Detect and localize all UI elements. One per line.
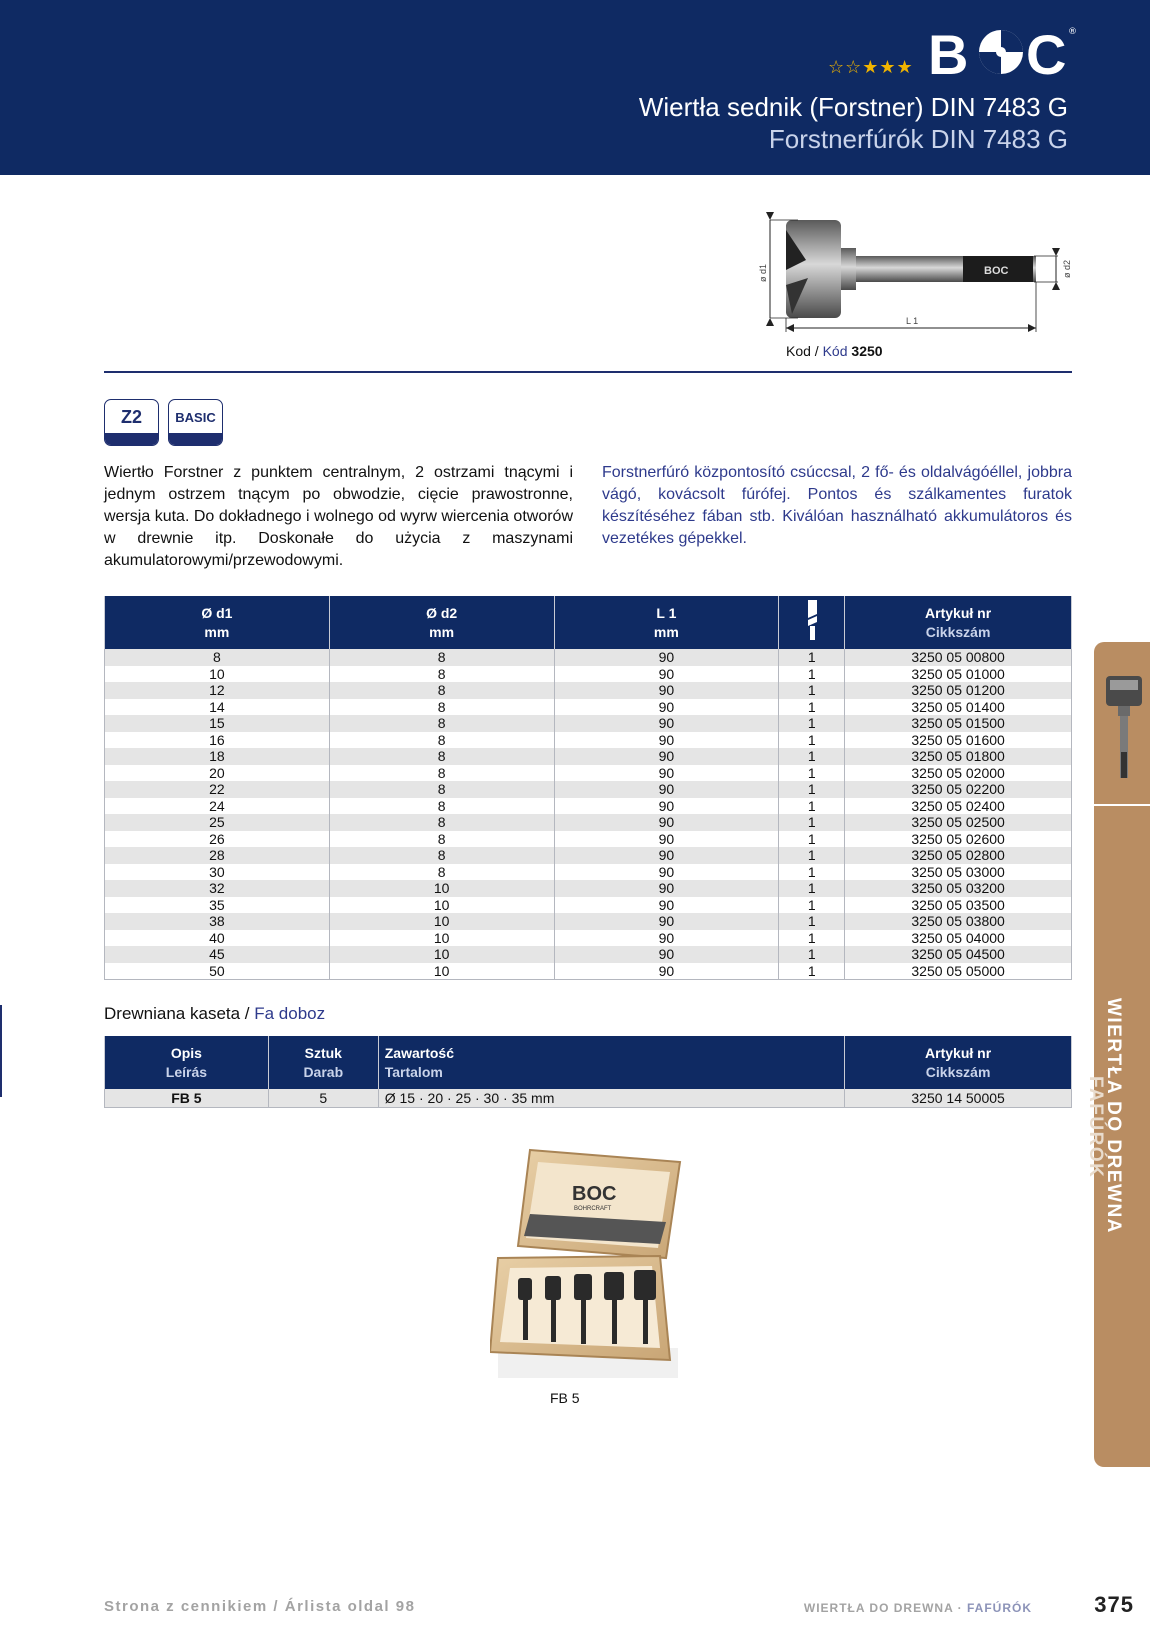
- cell-d2: 10: [329, 946, 554, 963]
- footer-left-pl: Strona z cennikiem: [104, 1598, 268, 1615]
- box-table-header-row: [105, 1036, 1072, 1089]
- code-caption-number: 3250: [851, 343, 883, 359]
- photo-logo-sub: BOHRCRAFT: [574, 1206, 612, 1212]
- table-row: [105, 897, 1072, 914]
- header-quantity: [779, 596, 845, 649]
- cell-d1: 25: [105, 814, 330, 831]
- header-opis: Opis Leírás: [105, 1036, 269, 1089]
- cell-d2: 8: [329, 666, 554, 683]
- cell-quantity: 1: [779, 880, 845, 897]
- table-header-row: [105, 596, 1072, 649]
- wooden-box-photo: [490, 1148, 690, 1388]
- header-l1: L 1 mm: [554, 596, 779, 649]
- cell-d1: 38: [105, 913, 330, 930]
- cell-quantity: 1: [779, 963, 845, 980]
- drill-neck: [841, 248, 856, 290]
- table-row: [105, 880, 1072, 897]
- cell-l1: 90: [554, 682, 779, 699]
- photo-caption: FB 5: [550, 1390, 580, 1406]
- cell-quantity: 1: [779, 732, 845, 749]
- cell-opis: FB 5: [105, 1089, 269, 1108]
- cell-l1: 90: [554, 897, 779, 914]
- cell-article: 3250 05 04500: [845, 946, 1072, 963]
- cell-quantity: 1: [779, 765, 845, 782]
- label-l1: L 1: [906, 316, 919, 326]
- cell-article: 3250 05 01600: [845, 732, 1072, 749]
- header-zawartosc: Zawartość Tartalom: [378, 1036, 844, 1089]
- cell-d1: 8: [105, 649, 330, 666]
- cell-d1: 15: [105, 715, 330, 732]
- table-row: [105, 748, 1072, 765]
- wooden-box-title-hu: Fa doboz: [254, 1004, 326, 1023]
- wooden-box-title: [104, 1004, 325, 1024]
- cell-d1: 12: [105, 682, 330, 699]
- cell-article: 3250 05 02200: [845, 781, 1072, 798]
- logo-registered-mark: ®: [1068, 27, 1077, 37]
- cell-article: 3250 05 02600: [845, 831, 1072, 848]
- table-row: [105, 814, 1072, 831]
- table-row: [105, 765, 1072, 782]
- z2-badge: [104, 399, 159, 446]
- cell-quantity: 1: [779, 946, 845, 963]
- cell-quantity: 1: [779, 781, 845, 798]
- footer-price-list-ref: [104, 1598, 415, 1615]
- cell-d2: 8: [329, 699, 554, 716]
- label-d1: ø d1: [758, 263, 768, 282]
- side-tab-text: [1085, 998, 1150, 1278]
- table-row: [105, 946, 1072, 963]
- cell-d1: 18: [105, 748, 330, 765]
- cell-d2: 8: [329, 682, 554, 699]
- side-tab-text-hu: FAFÚRÓK: [1085, 1076, 1106, 1179]
- cell-l1: 90: [554, 748, 779, 765]
- page-header: [0, 0, 1150, 175]
- table-row: [105, 781, 1072, 798]
- cell-box-article: 3250 14 50005: [845, 1089, 1072, 1108]
- cell-d1: 45: [105, 946, 330, 963]
- footer-category: [804, 1601, 1032, 1615]
- cell-quantity: 1: [779, 666, 845, 683]
- logo-saw-blade-icon: [979, 30, 1023, 74]
- photo-logo: BOC: [572, 1183, 617, 1205]
- cell-article: 3250 05 02800: [845, 847, 1072, 864]
- cell-l1: 90: [554, 864, 779, 881]
- cell-d1: 26: [105, 831, 330, 848]
- table-row: [105, 715, 1072, 732]
- cell-d1: 28: [105, 847, 330, 864]
- header-sztuk: Sztuk Darab: [268, 1036, 378, 1089]
- rating-stars-outline: ☆☆: [828, 57, 863, 78]
- cell-article: 3250 05 04000: [845, 930, 1072, 947]
- cell-d1: 35: [105, 897, 330, 914]
- cell-quantity: 1: [779, 715, 845, 732]
- cell-d2: 8: [329, 847, 554, 864]
- table-row: [105, 847, 1072, 864]
- cell-l1: 90: [554, 814, 779, 831]
- label-d2: ø d2: [1062, 259, 1072, 278]
- cell-article: 3250 05 03500: [845, 897, 1072, 914]
- logo-letter-b: B: [928, 23, 969, 82]
- cell-article: 3250 05 01400: [845, 699, 1072, 716]
- cell-d2: 8: [329, 765, 554, 782]
- cell-d2: 8: [329, 715, 554, 732]
- drill-head-icon: [786, 220, 841, 318]
- bit-sizes-table: [104, 596, 1072, 980]
- cell-l1: 90: [554, 847, 779, 864]
- page-number: 375: [1094, 1592, 1134, 1617]
- cell-sztuk: 5: [268, 1089, 378, 1108]
- table-row: [105, 682, 1072, 699]
- cell-article: 3250 05 03200: [845, 880, 1072, 897]
- rating-stars-filled: ★★★: [862, 57, 914, 78]
- cell-article: 3250 05 00800: [845, 649, 1072, 666]
- cell-l1: 90: [554, 649, 779, 666]
- header-d2: Ø d2 mm: [329, 596, 554, 649]
- cell-article: 3250 05 01500: [845, 715, 1072, 732]
- side-tab-text-pl: WIERTŁA DO DREWNA: [1103, 998, 1124, 1234]
- table-row: [105, 699, 1072, 716]
- page-title-pl: Wiertła sednik (Forstner) DIN 7483 G: [638, 92, 1068, 122]
- cell-l1: 90: [554, 963, 779, 980]
- table-row: [105, 913, 1072, 930]
- cell-l1: 90: [554, 765, 779, 782]
- cell-d2: 8: [329, 831, 554, 848]
- basic-badge-label: BASIC: [175, 409, 216, 425]
- code-caption-separator: /: [810, 343, 823, 359]
- cell-l1: 90: [554, 715, 779, 732]
- cell-article: 3250 05 02000: [845, 765, 1072, 782]
- cell-quantity: 1: [779, 748, 845, 765]
- cell-d1: 24: [105, 798, 330, 815]
- table-row: [105, 930, 1072, 947]
- cell-d1: 10: [105, 666, 330, 683]
- header-d1: Ø d1 mm: [105, 596, 330, 649]
- header-article: Artykuł nr Cikkszám: [845, 596, 1072, 649]
- box-table-row: [105, 1089, 1072, 1108]
- cell-d2: 8: [329, 732, 554, 749]
- rating-stars: [828, 57, 914, 78]
- shank-mark: BOC: [984, 265, 1009, 277]
- cell-article: 3250 05 03800: [845, 913, 1072, 930]
- cell-quantity: 1: [779, 831, 845, 848]
- cell-d2: 10: [329, 963, 554, 980]
- z2-badge-label: Z2: [120, 406, 142, 427]
- cell-d1: 32: [105, 880, 330, 897]
- cell-d1: 14: [105, 699, 330, 716]
- cell-l1: 90: [554, 732, 779, 749]
- cell-l1: 90: [554, 798, 779, 815]
- cell-l1: 90: [554, 831, 779, 848]
- boc-logo: [928, 22, 1078, 82]
- table-row: [105, 963, 1072, 980]
- cell-quantity: 1: [779, 913, 845, 930]
- cell-d1: 22: [105, 781, 330, 798]
- page-title-hu: Forstnerfúrók DIN 7483 G: [768, 124, 1068, 154]
- cell-d2: 10: [329, 930, 554, 947]
- footer-right-hu: FAFÚRÓK: [967, 1601, 1032, 1615]
- cell-article: 3250 05 02500: [845, 814, 1072, 831]
- table-row: [105, 864, 1072, 881]
- table-row: [105, 831, 1072, 848]
- cell-d2: 8: [329, 864, 554, 881]
- footer-right-separator: ·: [953, 1601, 967, 1615]
- cell-d2: 10: [329, 913, 554, 930]
- cell-l1: 90: [554, 930, 779, 947]
- table-row: [105, 666, 1072, 683]
- cell-d1: 16: [105, 732, 330, 749]
- wooden-box-title-separator: /: [240, 1004, 255, 1023]
- footer-left-separator: /: [267, 1598, 285, 1615]
- cell-quantity: 1: [779, 864, 845, 881]
- table-row: [105, 798, 1072, 815]
- cell-d1: 30: [105, 864, 330, 881]
- wooden-box-table: [104, 1036, 1072, 1108]
- cell-d2: 8: [329, 649, 554, 666]
- cell-quantity: 1: [779, 930, 845, 947]
- cell-d1: 20: [105, 765, 330, 782]
- cell-l1: 90: [554, 913, 779, 930]
- cell-l1: 90: [554, 781, 779, 798]
- cell-article: 3250 05 02400: [845, 798, 1072, 815]
- section-divider: [104, 371, 1072, 373]
- cell-article: 3250 05 05000: [845, 963, 1072, 980]
- logo-letter-c: C: [1026, 23, 1067, 82]
- left-edge-marker: [0, 1005, 2, 1097]
- cell-quantity: 1: [779, 798, 845, 815]
- cell-quantity: 1: [779, 847, 845, 864]
- cell-l1: 90: [554, 946, 779, 963]
- cell-d2: 8: [329, 781, 554, 798]
- cell-zawartosc: Ø 15 · 20 · 25 · 30 · 35 mm: [378, 1089, 844, 1108]
- header-box-article: Artykuł nr Cikkszám: [845, 1036, 1072, 1089]
- code-caption: [786, 343, 883, 359]
- table-row: [105, 649, 1072, 666]
- cell-d1: 40: [105, 930, 330, 947]
- cell-d1: 50: [105, 963, 330, 980]
- description-pl: Wiertło Forstner z punktem centralnym, 2 ostrzami tnącymi i jednym ostrzem tnącym po obwodzie, cięcie prawostronne, wersja kuta. Do dokładnego i wolnego od wyrw wiercenia otworów w drewnie itp. Doskonałe do użycia z maszynami akumulatorowymi/przewodowymi.: [104, 464, 573, 569]
- code-caption-hu: Kód: [822, 343, 848, 359]
- cell-article: 3250 05 01200: [845, 682, 1072, 699]
- cell-d2: 8: [329, 798, 554, 815]
- side-forstner-bit-icon: [1102, 672, 1146, 782]
- table-row: [105, 732, 1072, 749]
- cell-l1: 90: [554, 699, 779, 716]
- cell-d2: 8: [329, 748, 554, 765]
- drill-bit-icon: [803, 598, 821, 642]
- footer-left-hu: Árlista oldal 98: [284, 1598, 416, 1615]
- cell-d2: 8: [329, 814, 554, 831]
- cell-quantity: 1: [779, 814, 845, 831]
- footer-right-pl: WIERTŁA DO DREWNA: [803, 1601, 954, 1615]
- cell-article: 3250 05 01800: [845, 748, 1072, 765]
- cell-quantity: 1: [779, 649, 845, 666]
- cell-article: 3250 05 03000: [845, 864, 1072, 881]
- code-caption-pl: Kod: [786, 343, 811, 359]
- cell-d2: 10: [329, 880, 554, 897]
- cell-l1: 90: [554, 666, 779, 683]
- cell-quantity: 1: [779, 699, 845, 716]
- forstner-bit-diagram: [758, 190, 1078, 340]
- wooden-box-title-pl: Drewniana kaseta: [104, 1004, 241, 1023]
- description-hu: Forstnerfúró központosító csúccsal, 2 fő- és oldalvágóéllel, jobbra vágó, kovácsolt fúrófej. Pontos és szálkamentes furatok készítéséhez fában stb. Kiválóan használható akkumulátoros és vezetékes gépekkel.: [602, 464, 1072, 547]
- cell-quantity: 1: [779, 682, 845, 699]
- cell-article: 3250 05 01000: [845, 666, 1072, 683]
- basic-badge: [168, 399, 223, 446]
- cell-quantity: 1: [779, 897, 845, 914]
- cell-l1: 90: [554, 880, 779, 897]
- cell-d2: 10: [329, 897, 554, 914]
